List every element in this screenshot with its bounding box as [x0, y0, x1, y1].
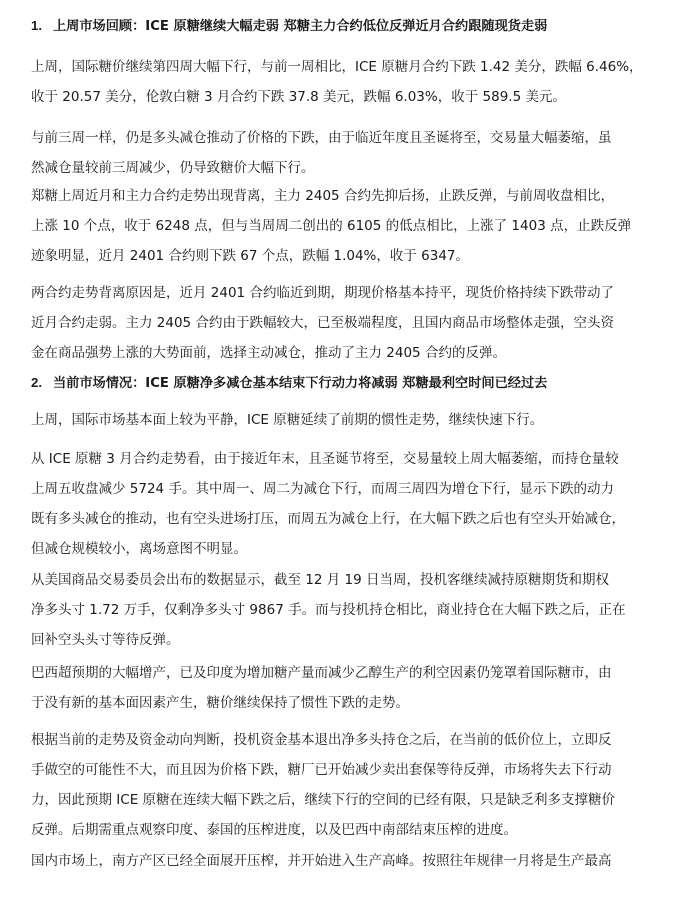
text-line: 收于 20.57 美分，伦敦白糖 3 月合约下跌 37.8 美元，跌幅 6.03%，收于 589.5 美元。 [31, 89, 566, 105]
paragraph-2-6 [31, 846, 651, 876]
text-line: 既有多头减仓的推动，也有空头进场打压，而周五为减仓上行，在大幅下跌之后也有空头开始减仓， [31, 511, 625, 527]
text-line: 于没有新的基本面因素产生，糖价继续保持了惯性下跌的走势。 [31, 695, 409, 711]
text-line: 国内市场上，南方产区已经全面展开压榨，并开始进入生产高峰。按照往年规律一月将是生产最高 [31, 853, 612, 869]
text-line: 两合约走势背离原因是，近月 2401 合约临近到期，期现价格基本持平，现货价格持续下跌带动了 [31, 285, 614, 301]
section-title-2: 当前市场情况：ICE 原糖净多减仓基本结束下行动力将减弱 郑糖最利空时间已经过去 [53, 376, 548, 391]
paragraph-1-1 [31, 52, 651, 112]
paragraph-2-4 [31, 658, 651, 718]
paragraph-2-3 [31, 565, 651, 655]
paragraph-2-5 [31, 725, 651, 845]
paragraph-1-3 [31, 181, 651, 271]
section-number-1: 1. [31, 18, 42, 33]
text-line: 手做空的可能性不大，而且因为价格下跌，糖厂已开始减少卖出套保等待反弹，市场将失去下行动 [31, 762, 612, 778]
text-line: 回补空头头寸等待反弹。 [31, 632, 180, 648]
section-title-1: 上周市场回顾：ICE 原糖继续大幅走弱 郑糖主力合约低位反弹近月合约跟随现货走弱 [53, 19, 548, 34]
text-line: 从美国商品交易委员会出布的数据显示，截至 12 月 19 日当周，投机客继续减持原糖期货和期权 [31, 572, 610, 588]
text-line: 近月合约走弱。主力 2405 合约由于跌幅较大，已至极端程度，且国内商品市场整体走强，空头资 [31, 315, 614, 331]
text-line: 力，因此预期 ICE 原糖在连续大幅下跌之后，继续下行的空间的已经有限，只是缺乏利多支撑糖价 [31, 792, 616, 808]
text-line: 上周，国际糖价继续第四周大幅下行，与前一周相比，ICE 原糖月合约下跌 1.42 美分，跌幅 6.46%， [31, 59, 643, 75]
text-line: 净多头寸 1.72 万手，仅剩净多头寸 9867 手。而与投机持仓相比，商业持仓在大幅下跌之后，正在 [31, 602, 626, 618]
text-line: 但减仓规模较小，离场意图不明显。 [31, 541, 247, 557]
section-number-2: 2. [31, 375, 42, 390]
paragraph-1-2 [31, 123, 651, 183]
text-line: 上周，国际市场基本面上较为平静，ICE 原糖延续了前期的惯性走势，继续快速下行。 [31, 412, 544, 428]
paragraph-1-4 [31, 278, 651, 368]
text-line: 根据当前的走势及资金动向判断，投机资金基本退出净多头持仓之后，在当前的低价位上，立即反 [31, 732, 612, 748]
text-line: 郑糖上周近月和主力合约走势出现背离，主力 2405 合约先抑后扬，止跌反弹，与前周收盘相比， [31, 188, 614, 204]
text-line: 反弹。后期需重点观察印度、泰国的压榨进度，以及巴西中南部结束压榨的进度。 [31, 822, 517, 838]
text-line: 金在商品强势上涨的大势面前，选择主动减仓，推动了主力 2405 合约的反弹。 [31, 345, 506, 361]
text-line: 上周五收盘减少 5724 手。其中周一、周二为减仓下行，而周三周四为增仓下行，显示下跌的动力 [31, 481, 614, 497]
text-line: 迹象明显，近月 2401 合约则下跌 67 个点，跌幅 1.04%，收于 6347。 [31, 248, 470, 264]
section-heading-2 [31, 373, 661, 394]
text-line: 与前三周一样，仍是多头减仓推动了价格的下跌，由于临近年度且圣诞将至，交易量大幅萎缩，虽 [31, 130, 612, 146]
text-line: 巴西超预期的大幅增产，已及印度为增加糖产量而减少乙醇生产的利空因素仍笼罩着国际糖市，由 [31, 665, 612, 681]
paragraph-2-2 [31, 444, 651, 564]
paragraph-2-1 [31, 405, 651, 435]
text-line: 上涨 10 个点，收于 6248 点，但与当周周二创出的 6105 的低点相比，上涨了 1403 点，止跌反弹 [31, 218, 632, 234]
section-heading-1 [31, 16, 661, 37]
text-line: 然减仓量较前三周减少，仍导致糖价大幅下行。 [31, 160, 315, 176]
text-line: 从 ICE 原糖 3 月合约走势看，由于接近年末，且圣诞节将至，交易量较上周大幅萎缩，而持仓量较 [31, 451, 619, 467]
